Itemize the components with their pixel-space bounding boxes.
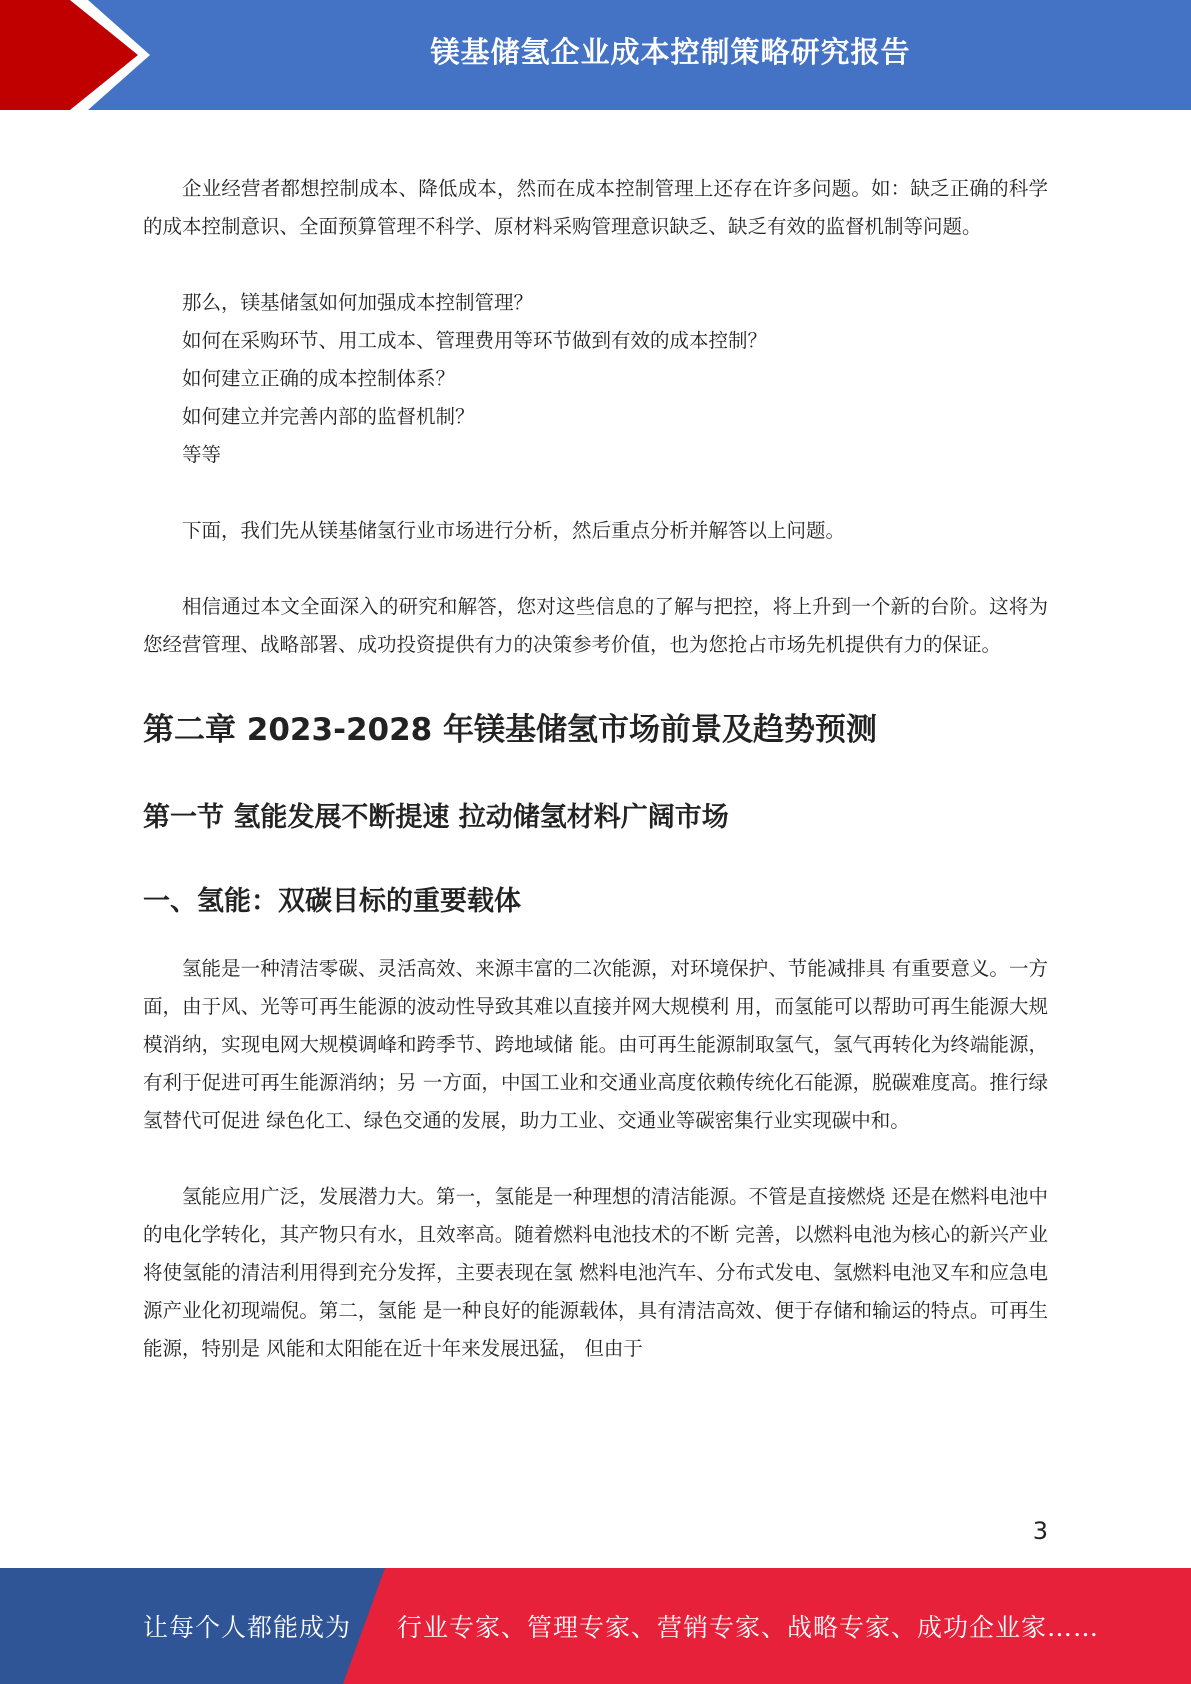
page-header: [0, 0, 1191, 110]
page-body: [143, 170, 1048, 1368]
intro-paragraph-3: 相信通过本文全面深入的研究和解答，您对这些信息的了解与把控，将上升到一个新的台阶。这将为您经营管理、战略部署、成功投资提供有力的决策参考价值，也为您抢占市场先机提供有力的保证。: [143, 595, 1048, 656]
question-item: 那么，镁基储氢如何加强成本控制管理？: [182, 291, 534, 314]
intro-paragraph-1: 企业经营者都想控制成本、降低成本，然而在成本控制管理上还存在许多问题。如：缺乏正确的科学的成本控制意识、全面预算管理不科学、原材料采购管理意识缺乏、缺乏有效的监督机制等问题。: [143, 177, 1048, 238]
footer-slogan-left: 让每个人都能成为: [143, 1613, 352, 1642]
footer-slogan-right: 行业专家、管理专家、营销专家、战略专家、成功企业家……: [397, 1613, 1100, 1642]
question-item: 等等: [182, 443, 222, 466]
page-number: 3: [1032, 1517, 1048, 1545]
question-item: 如何建立正确的成本控制体系？: [182, 367, 456, 390]
question-list: [143, 284, 1048, 474]
header-ribbon-icon: [0, 0, 160, 110]
body-paragraph-1: 氢能是一种清洁零碳、灵活高效、来源丰富的二次能源，对环境保护、节能减排具 有重要意义。一方面，由于风、光等可再生能源的波动性导致其难以直接并网大规模利 用，而氢能可以帮助可再生能源大规模消纳，实现电网大规模调峰和跨季节、跨地域储 能。由可再生能源制取氢气，氢气再转化为终端能源，有利于促进可再生能源消纳；另 一方面，中国工业和交通业高度依赖传统化石能源，脱碳难度高。推行绿氢替代可促进 绿色化工、绿色交通的发展，助力工业、交通业等碳密集行业实现碳中和。: [143, 957, 1048, 1132]
intro-paragraph-2: 下面，我们先从镁基储氢行业市场进行分析，然后重点分析并解答以上问题。: [182, 519, 846, 542]
question-item: 如何建立并完善内部的监督机制？: [182, 405, 475, 428]
question-item: 如何在采购环节、用工成本、管理费用等环节做到有效的成本控制？: [182, 329, 768, 352]
page-footer: [0, 1568, 1191, 1684]
subsection-title: 一、氢能：双碳目标的重要载体: [143, 886, 521, 917]
chapter-title: 第二章 2023-2028 年镁基储氢市场前景及趋势预测: [143, 712, 878, 748]
report-title: 镁基储氢企业成本控制策略研究报告: [430, 34, 911, 69]
section-title: 第一节 氢能发展不断提速 拉动储氢材料广阔市场: [143, 802, 729, 833]
body-paragraph-2: 氢能应用广泛，发展潜力大。第一，氢能是一种理想的清洁能源。不管是直接燃烧 还是在燃料电池中的电化学转化，其产物只有水，且效率高。随着燃料电池技术的不断 完善，以燃料电池为核心的新兴产业将使氢能的清洁利用得到充分发挥，主要表现在氢 燃料电池汽车、分布式发电、氢燃料电池叉车和应急电源产业化初现端倪。第二，氢能 是一种良好的能源载体，具有清洁高效、便于存储和输运的特点。可再生能源，特别是 风能和太阳能在近十年来发展迅猛， 但由于: [143, 1185, 1048, 1360]
